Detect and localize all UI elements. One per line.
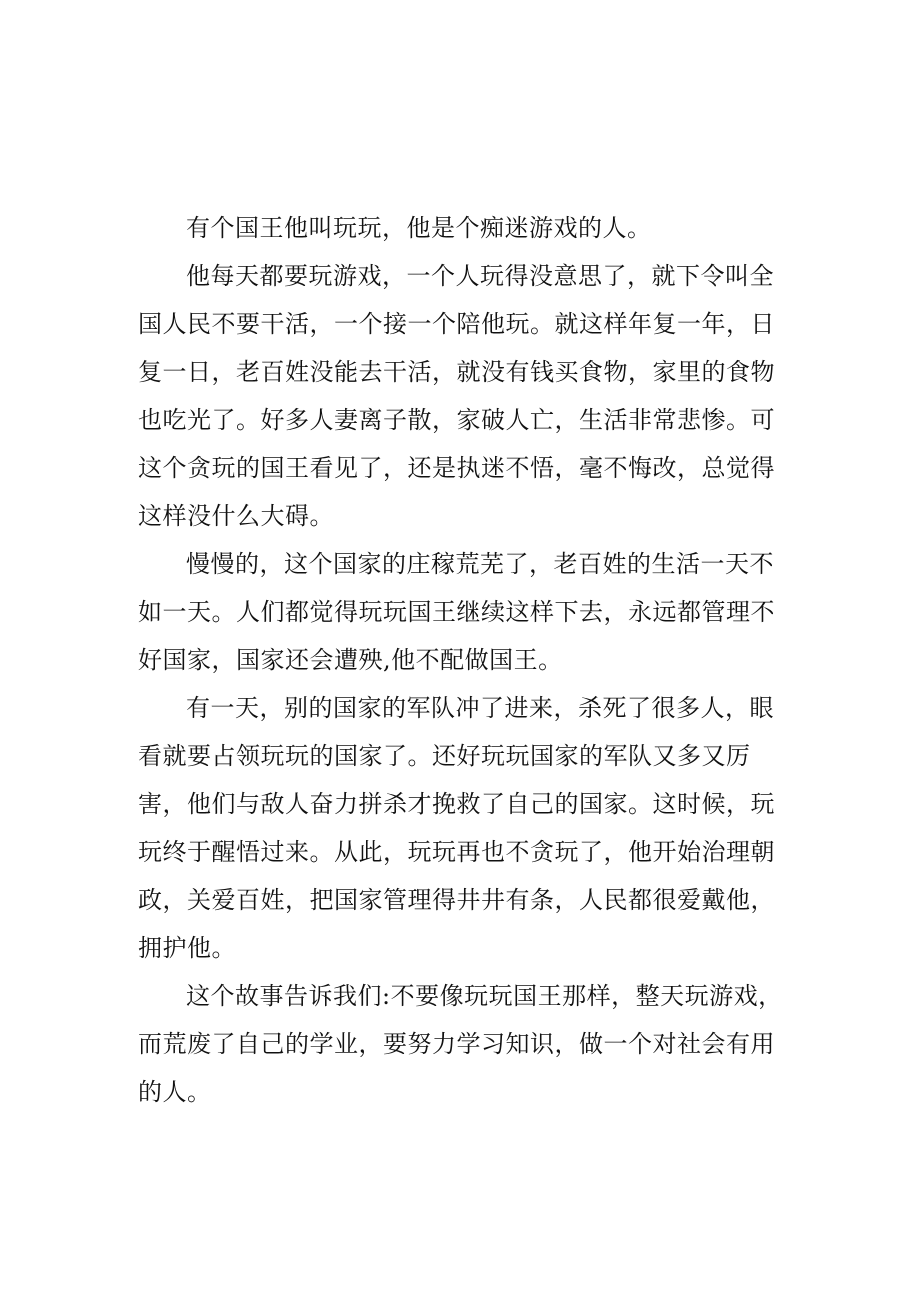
paragraph-3: 慢慢的，这个国家的庄稼荒芜了，老百姓的生活一天不如一天。人们都觉得玩玩国王继续这样下去，永远都管理不好国家，国家还会遭殃,他不配做国王。 <box>138 550 775 674</box>
paragraph-4: 有一天，别的国家的军队冲了进来，杀死了很多人，眼看就要占领玩玩的国家了。还好玩玩国家的军队又多又厉害，他们与敌人奋力拼杀才挽救了自己的国家。这时候，玩玩终于醒悟过来。从此，玩玩再也不贪玩了，他开始治理朝政，关爱百姓，把国家管理得井井有条，人民都很爱戴他，拥护他。 <box>138 694 775 962</box>
document-body <box>138 204 783 1116</box>
paragraph-2: 他每天都要玩游戏，一个人玩得没意思了，就下令叫全国人民不要干活，一个接一个陪他玩。就这样年复一年，日复一日，老百姓没能去干活，就没有钱买食物，家里的食物也吃光了。好多人妻离子散，家破人亡，生活非常悲惨。可这个贪玩的国王看见了，还是执迷不悟，毫不悔改，总觉得这样没什么大碍。 <box>138 262 775 530</box>
paragraph-1: 有个国王他叫玩玩，他是个痴迷游戏的人。 <box>186 214 652 242</box>
paragraph-5: 这个故事告诉我们:不要像玩玩国王那样，整天玩游戏，而荒废了自己的学业，要努力学习知识，做一个对社会有用的人。 <box>138 982 783 1106</box>
